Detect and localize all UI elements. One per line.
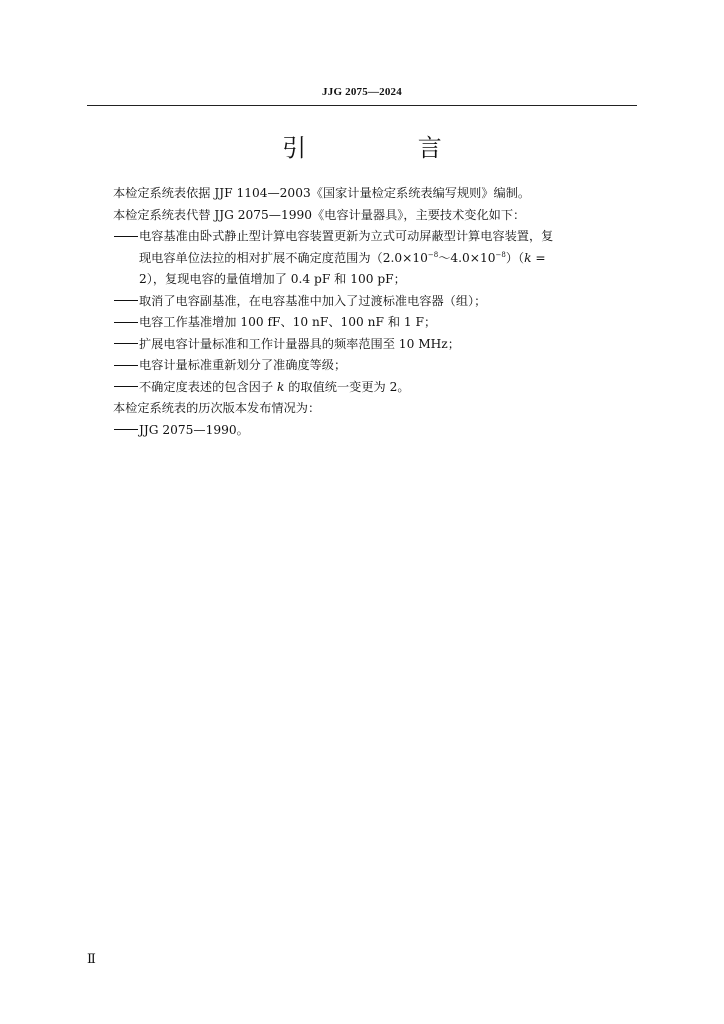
header-divider — [87, 105, 637, 106]
list-item-change-2: 取消了电容副基准，在电容基准中加入了过渡标准电容器（组）； — [113, 291, 638, 313]
list-item-history-1: JJG 2075—1990。 — [113, 420, 638, 442]
list-item-change-1-line-1: 电容基准由卧式静止型计算电容装置更新为立式可动屏蔽型计算电容装置，复 — [113, 226, 638, 248]
page-title: 引 言 — [282, 134, 494, 162]
document-code-header: JJG 2075—2024 — [322, 86, 402, 98]
paragraph-replacement: 本检定系统表代替 JJG 2075—1990《电容计量器具》，主要技术变化如下： — [113, 207, 526, 222]
dash-marker — [113, 425, 139, 435]
dash-marker — [113, 296, 139, 306]
dash-marker — [113, 361, 139, 371]
page-number: Ⅱ — [87, 951, 96, 966]
dash-marker — [113, 382, 139, 392]
paragraph-history: 本检定系统表的历次版本发布情况为： — [113, 401, 321, 415]
list-item-change-1-line-2: 现电容单位法拉的相对扩展不确定度范围为$(2.0\times 10^{-8}\sim 4.0\times 10^{-8})(k$ = — [139, 250, 546, 265]
body-text — [113, 183, 638, 441]
paragraph-basis: 本检定系统表依据 JJF 1104—2003《国家计量检定系统表编写规则》编制。 — [113, 186, 531, 200]
list-item-change-6: 不确定度表述的包含因子 k 的取值统一变更为 2。 — [113, 377, 638, 399]
list-item-change-4: 扩展电容计量标准和工作计量器具的频率范围至 10 MHz； — [113, 334, 638, 356]
dash-marker — [113, 318, 139, 328]
list-item-change-5: 电容计量标准重新划分了准确度等级； — [113, 355, 638, 377]
dash-marker — [113, 339, 139, 349]
list-item-change-1-line-3: 2），复现电容的量值增加了 0.4 pF 和 100 pF； — [139, 272, 406, 286]
dash-marker — [113, 232, 139, 242]
list-item-change-3: 电容工作基准增加 100 fF、10 nF、100 nF 和 1 F； — [113, 312, 638, 334]
